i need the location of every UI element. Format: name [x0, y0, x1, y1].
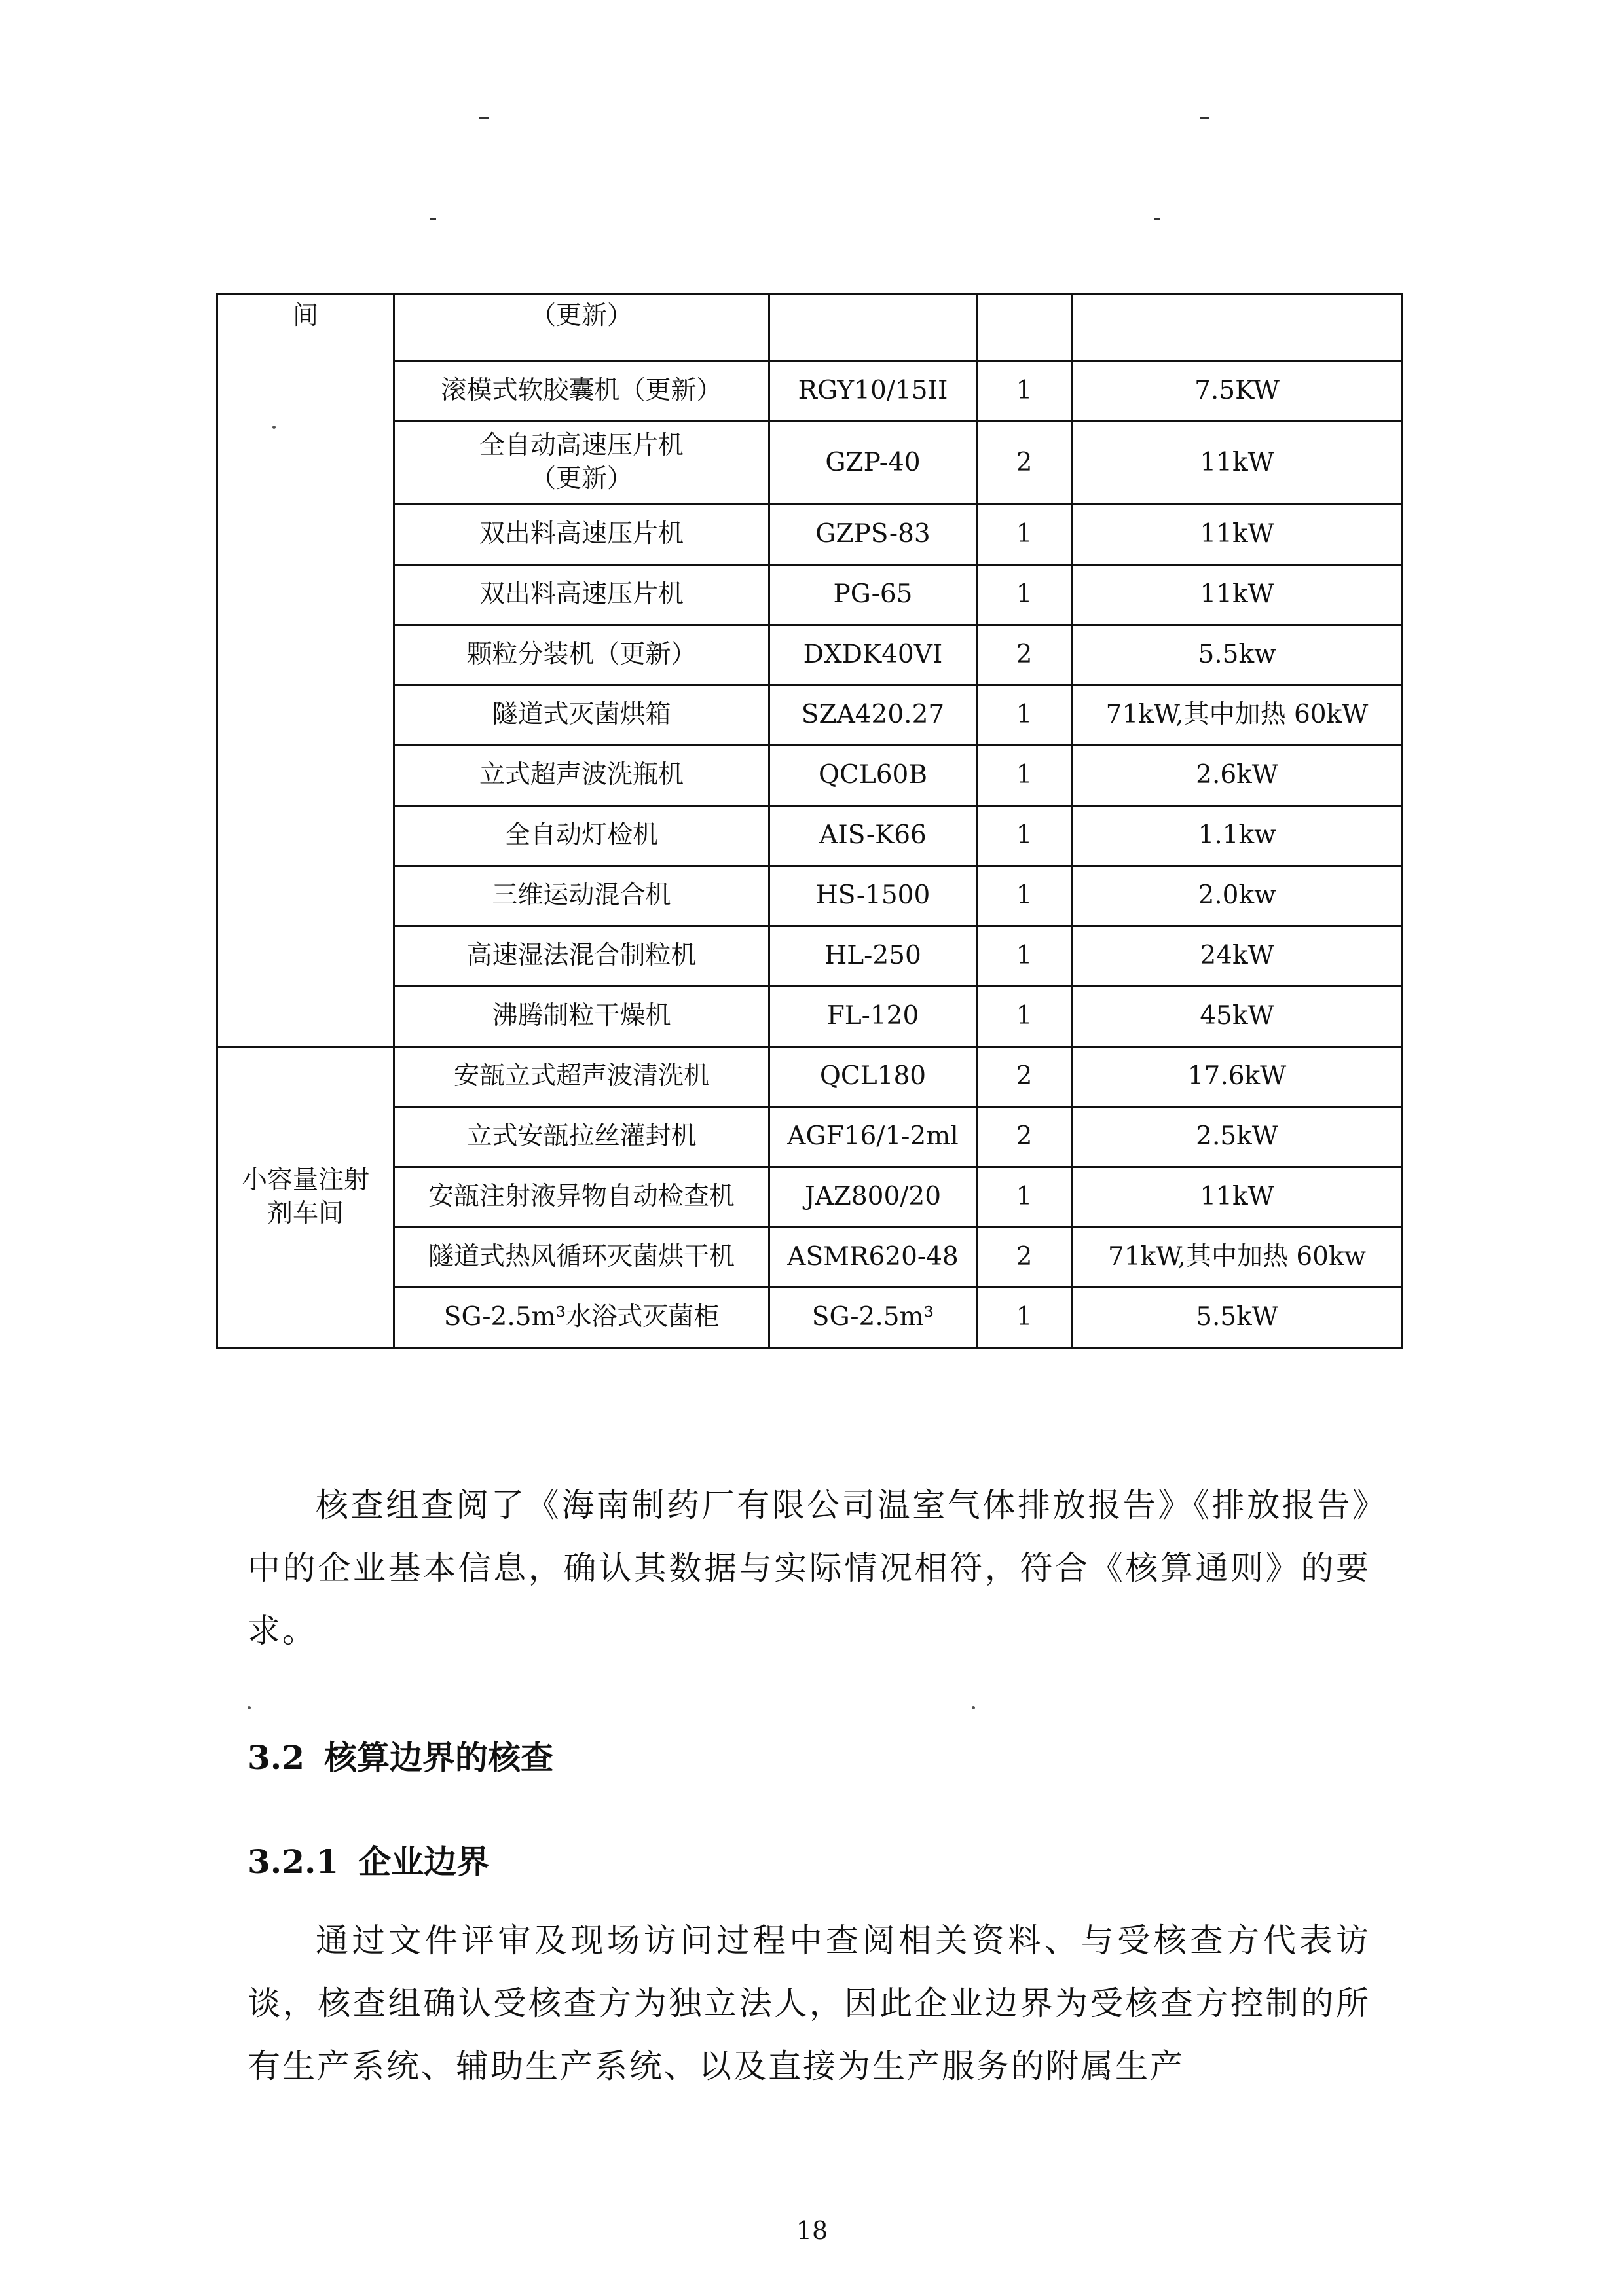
equipment-power: 7.5KW [1072, 361, 1403, 422]
equipment-model: GZP-40 [769, 422, 977, 505]
equipment-power: 17.6kW [1072, 1047, 1403, 1107]
equipment-name: 三维运动混合机 [394, 866, 769, 926]
equipment-qty: 2 [977, 1047, 1072, 1107]
equipment-qty: 1 [977, 685, 1072, 746]
table-row [217, 806, 1403, 866]
equipment-power [1072, 294, 1403, 361]
table-row [217, 1167, 1403, 1228]
equipment-name: 双出料高速压片机 [394, 565, 769, 625]
section-heading-3-2 [248, 1732, 553, 1779]
equipment-qty: 1 [977, 505, 1072, 565]
equipment-power: 11kW [1072, 422, 1403, 505]
equipment-name: 全自动灯检机 [394, 806, 769, 866]
workshop-line2: 剂车间 [267, 1198, 344, 1228]
table-row [217, 1047, 1403, 1107]
table-row [217, 685, 1403, 746]
equipment-name: 安瓿注射液异物自动检查机 [394, 1167, 769, 1228]
page-number: 18 [796, 2216, 828, 2245]
table-row [217, 866, 1403, 926]
equipment-name: 高速湿法混合制粒机 [394, 926, 769, 987]
section-title: 企业边界 [358, 1842, 490, 1881]
equipment-model: JAZ800/20 [769, 1167, 977, 1228]
equipment-qty: 2 [977, 625, 1072, 685]
table-row [217, 294, 1403, 361]
scan-dot [972, 1706, 975, 1709]
equipment-qty: 1 [977, 866, 1072, 926]
equipment-table [216, 293, 1403, 1349]
paragraph-report-review: 核查组查阅了《海南制药厂有限公司温室气体排放报告》《排放报告》中的企业基本信息，确认其数据与实际情况相符，符合《核算通则》的要求。 [248, 1486, 1371, 1650]
equipment-power: 11kW [1072, 1167, 1403, 1228]
equipment-model: HS-1500 [769, 866, 977, 926]
table-row [217, 746, 1403, 806]
equipment-qty [977, 294, 1072, 361]
equipment-qty: 1 [977, 987, 1072, 1047]
equipment-power: 1.1kw [1072, 806, 1403, 866]
scan-mark [430, 218, 436, 220]
equipment-power: 2.0kw [1072, 866, 1403, 926]
table-row [217, 987, 1403, 1047]
table-row [217, 422, 1403, 505]
table-row [217, 1228, 1403, 1288]
equipment-model: AGF16/1-2ml [769, 1107, 977, 1167]
equipment-name: 安瓿立式超声波清洗机 [394, 1047, 769, 1107]
equipment-model: AIS-K66 [769, 806, 977, 866]
equipment-name-line1: 全自动高速压片机 [479, 431, 684, 461]
equipment-qty: 1 [977, 1167, 1072, 1228]
table-row [217, 926, 1403, 987]
equipment-model: HL-250 [769, 926, 977, 987]
workshop-cell [217, 1047, 394, 1348]
equipment-power: 24kW [1072, 926, 1403, 987]
equipment-model: SG-2.5m³ [769, 1288, 977, 1348]
scan-mark [1200, 117, 1209, 119]
equipment-model: GZPS-83 [769, 505, 977, 565]
section-heading-3-2-1 [248, 1836, 489, 1883]
table-row [217, 1107, 1403, 1167]
section-title: 核算边界的核查 [324, 1738, 553, 1777]
equipment-power: 71kW,其中加热 60kw [1072, 1228, 1403, 1288]
equipment-model: QCL180 [769, 1047, 977, 1107]
equipment-model: FL-120 [769, 987, 977, 1047]
equipment-power: 5.5kw [1072, 625, 1403, 685]
scan-mark [479, 117, 489, 119]
paragraph-enterprise-boundary: 通过文件评审及现场访问过程中查阅相关资料、与受核查方代表访谈，核查组确认受核查方为独立法人，因此企业边界为受核查方控制的所有生产系统、辅助生产系统、以及直接为生产服务的附属生产 [248, 1922, 1371, 2085]
equipment-power: 11kW [1072, 565, 1403, 625]
equipment-model [769, 294, 977, 361]
scan-dot [248, 1706, 251, 1709]
equipment-qty: 1 [977, 565, 1072, 625]
scan-mark [1154, 218, 1160, 220]
section-number: 3.2.1 [248, 1842, 339, 1881]
equipment-model: DXDK40VI [769, 625, 977, 685]
equipment-qty: 1 [977, 1288, 1072, 1348]
table-row [217, 505, 1403, 565]
equipment-name: 颗粒分装机（更新） [394, 625, 769, 685]
workshop-cell: 间 [217, 294, 394, 1047]
equipment-power: 11kW [1072, 505, 1403, 565]
equipment-qty: 2 [977, 1107, 1072, 1167]
equipment-qty: 1 [977, 746, 1072, 806]
equipment-power: 2.5kW [1072, 1107, 1403, 1167]
table-row [217, 1288, 1403, 1348]
equipment-model: QCL60B [769, 746, 977, 806]
equipment-qty: 1 [977, 926, 1072, 987]
equipment-model: RGY10/15II [769, 361, 977, 422]
equipment-name: 隧道式灭菌烘箱 [394, 685, 769, 746]
equipment-name: 双出料高速压片机 [394, 505, 769, 565]
equipment-name: 隧道式热风循环灭菌烘干机 [394, 1228, 769, 1288]
equipment-name: （更新） [394, 294, 769, 361]
equipment-power: 2.6kW [1072, 746, 1403, 806]
equipment-name-line2: （更新） [530, 464, 633, 494]
table-row [217, 361, 1403, 422]
equipment-name: 滚模式软胶囊机（更新） [394, 361, 769, 422]
equipment-qty: 2 [977, 1228, 1072, 1288]
equipment-qty: 1 [977, 806, 1072, 866]
equipment-name: 立式安瓿拉丝灌封机 [394, 1107, 769, 1167]
equipment-qty: 2 [977, 422, 1072, 505]
equipment-power: 71kW,其中加热 60kW [1072, 685, 1403, 746]
equipment-name: 沸腾制粒干燥机 [394, 987, 769, 1047]
equipment-qty: 1 [977, 361, 1072, 422]
workshop-line1: 小容量注射 [241, 1165, 369, 1195]
table-row [217, 565, 1403, 625]
equipment-model: SZA420.27 [769, 685, 977, 746]
equipment-power: 45kW [1072, 987, 1403, 1047]
equipment-power: 5.5kW [1072, 1288, 1403, 1348]
section-number: 3.2 [248, 1738, 304, 1777]
equipment-name: SG-2.5m³水浴式灭菌柜 [394, 1288, 769, 1348]
table-row [217, 625, 1403, 685]
equipment-name: 立式超声波洗瓶机 [394, 746, 769, 806]
equipment-name [394, 422, 769, 505]
equipment-model: PG-65 [769, 565, 977, 625]
equipment-model: ASMR620-48 [769, 1228, 977, 1288]
